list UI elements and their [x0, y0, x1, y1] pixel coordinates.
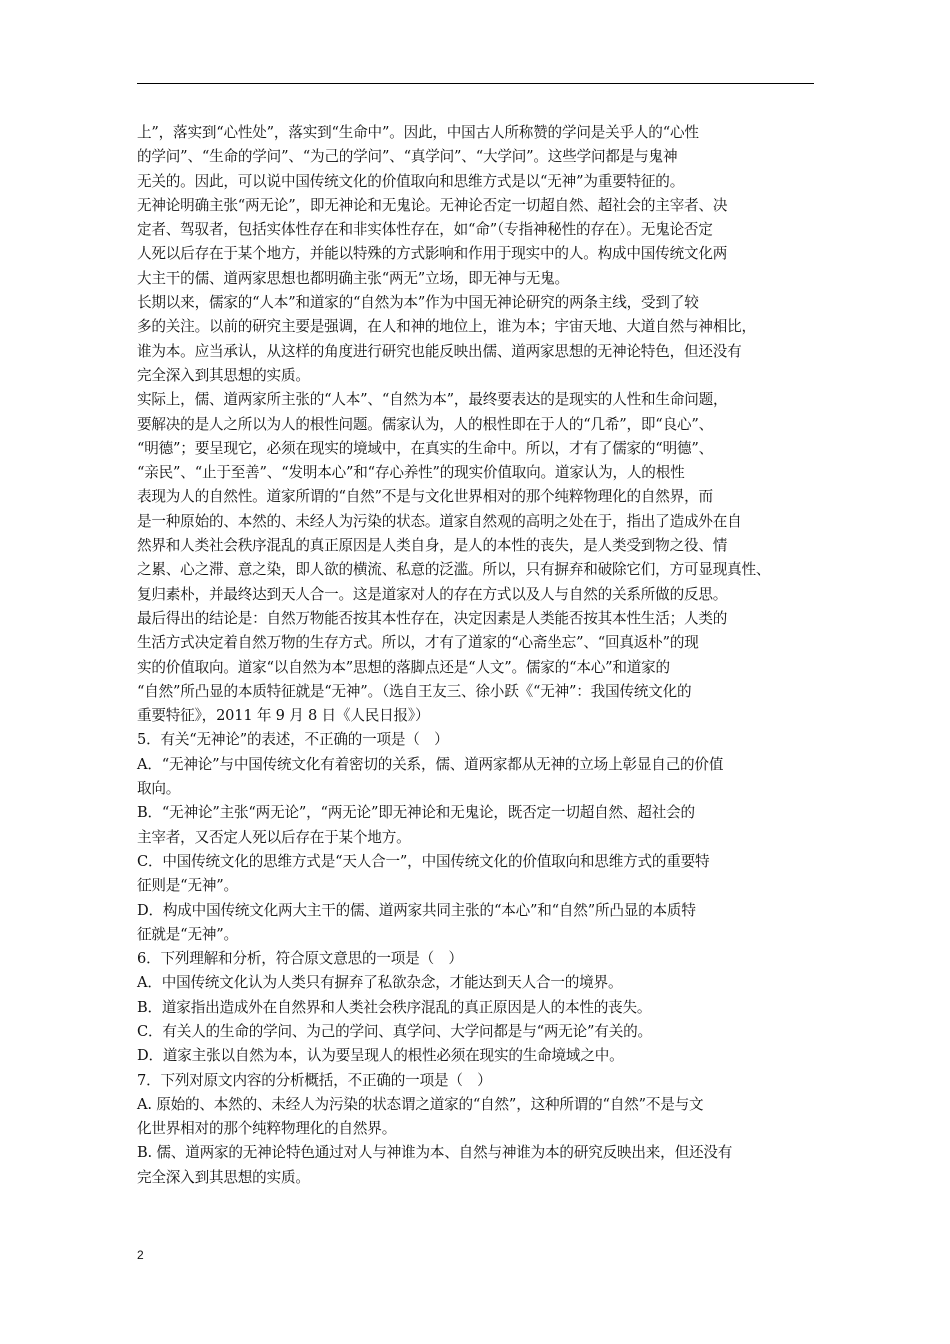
- question-5-option-c: 征则是“无神”。: [137, 877, 238, 895]
- text-line: 定者、驾驭者，包括实体性存在和非实体性存在，如“命”（专指神秘性的存在）。无鬼论否定: [137, 221, 713, 239]
- question-7-option-a: 化世界相对的那个纯粹物理化的自然界。: [137, 1120, 397, 1138]
- text-line: 是一种原始的、本然的、未经人为污染的状态。道家自然观的高明之处在于，指出了造成外在自: [137, 512, 742, 530]
- text-line: 的学问”、“生命的学问”、“为己的学问”、“真学问”、“大学问”。这些学问都是与鬼神: [137, 148, 678, 166]
- question-5-option-a: 取向。: [137, 780, 181, 798]
- text-line: 然界和人类社会秩序混乱的真正原因是人类自身，是人的本性的丧失，是人类受到物之役、情: [137, 537, 728, 555]
- question-6-option-d: D．道家主张以自然为本，认为要呈现人的根性必须在现实的生命境域之中。: [137, 1047, 624, 1065]
- question-6-stem: 6．下列理解和分析，符合原文意思的一项是（ ）: [137, 950, 463, 968]
- question-5-option-c: C．中国传统文化的思维方式是“天人合一”，中国传统文化的价值取向和思维方式的重要特: [137, 852, 710, 870]
- question-5-option-b: 主宰者，又否定人死以后存在于某个地方。: [137, 828, 411, 846]
- text-line: 重要特征》，2011 年 9 月 8 日《人民日报》）: [137, 707, 430, 725]
- question-6-option-b: B．道家指出造成外在自然界和人类社会秩序混乱的真正原因是人的本性的丧失。: [137, 998, 652, 1016]
- text-line: 大主干的儒、道两家思想也都明确主张“两无”立场，即无神与无鬼。: [137, 269, 569, 287]
- page-number: 2: [137, 1248, 144, 1262]
- text-line: 谁为本。应当承认，从这样的角度进行研究也能反映出儒、道两家思想的无神论特色，但还没有: [137, 342, 742, 360]
- question-5-option-d: D．构成中国传统文化两大主干的儒、道两家共同主张的“本心”和“自然”所凸显的本质特: [137, 901, 696, 919]
- text-line: 无关的。因此，可以说中国传统文化的价值取向和思维方式是以“无神”为重要特征的。: [137, 172, 685, 190]
- question-7-option-a: A. 原始的、本然的、未经人为污染的状态谓之道家的“自然”，这种所谓的“自然”不是与文: [137, 1095, 704, 1113]
- text-line: “亲民”、“止于至善”、“发明本心”和“存心养性”的现实价值取向。道家认为，人的根性: [137, 464, 685, 482]
- text-line: 复归素朴，并最终达到天人合一。这是道家对人的存在方式以及人与自然的关系所做的反思。: [137, 585, 728, 603]
- question-5-option-d: 征就是“无神”。: [137, 925, 238, 943]
- text-line: 上”，落实到“心性处”，落实到“生命中”。因此，中国古人所称赞的学问是关乎人的“心性: [137, 124, 699, 141]
- question-5-option-a: A．“无神论”与中国传统文化有着密切的关系，儒、道两家都从无神的立场上彰显自己的价值: [137, 755, 724, 773]
- question-6-option-c: C．有关人的生命的学问、为己的学问、真学问、大学问都是与“两无论”有关的。: [137, 1022, 652, 1040]
- text-line: 多的关注。以前的研究主要是强调，在人和神的地位上，谁为本；宇宙天地、大道自然与神相比，: [137, 318, 756, 336]
- text-line: 表现为人的自然性。道家所谓的“自然”不是与文化世界相对的那个纯粹物理化的自然界，而: [137, 488, 713, 506]
- question-7-option-b: 完全深入到其思想的实质。: [137, 1168, 310, 1186]
- text-line: 长期以来，儒家的“人本”和道家的“自然为本”作为中国无神论研究的两条主线，受到了较: [137, 294, 699, 312]
- text-line: “明德”；要呈现它，必须在现实的境域中，在真实的生命中。所以，才有了儒家的“明德”、: [137, 439, 714, 457]
- question-6-option-a: A．中国传统文化认为人类只有摒弃了私欲杂念，才能达到天人合一的境界。: [137, 974, 623, 992]
- text-line: 实的价值取向。道家“以自然为本”思想的落脚点还是“人文”。儒家的“本心”和道家的: [137, 658, 670, 676]
- text-line: 最后得出的结论是：自然万物能否按其本性存在，决定因素是人类能否按其本性生活；人类的: [137, 609, 728, 627]
- question-7-stem: 7．下列对原文内容的分析概括，不正确的一项是（ ）: [137, 1071, 492, 1089]
- question-5-option-b: B．“无神论”主张“两无论”，“两无论”即无神论和无鬼论，既否定一切超自然、超社会的: [137, 804, 695, 822]
- text-line: 无神论明确主张“两无论”，即无神论和无鬼论。无神论否定一切超自然、超社会的主宰者、决: [137, 196, 728, 214]
- text-line: 要解决的是人之所以为人的根性问题。儒家认为，人的根性即在于人的“几希”，即“良心”、: [137, 415, 714, 433]
- text-line: 之累、心之滞、意之染，即人欲的横流、私意的泛滥。所以，只有摒弃和破除它们，方可显现真性、: [137, 561, 771, 579]
- question-7-option-b: B. 儒、道两家的无神论特色通过对人与神谁为本、自然与神谁为本的研究反映出来，但还没有: [137, 1144, 733, 1162]
- text-line: 生活方式决定着自然万物的生存方式。所以，才有了道家的“心斋坐忘”、“回真返朴”的现: [137, 634, 699, 652]
- header-rule: [137, 83, 814, 84]
- question-5-stem: 5．有关“无神论”的表述，不正确的一项是（ ）: [137, 731, 449, 749]
- text-line: “自然”所凸显的本质特征就是“无神”。（选自王友三、徐小跃《“无神”：我国传统文化的: [137, 682, 692, 700]
- document-body: [137, 121, 819, 1190]
- text-line: 人死以后存在于某个地方，并能以特殊的方式影响和作用于现实中的人。构成中国传统文化两: [137, 245, 728, 263]
- text-line: 实际上，儒、道两家所主张的“人本”、“自然为本”，最终要表达的是现实的人性和生命问题，: [137, 391, 728, 409]
- text-line: 完全深入到其思想的实质。: [137, 366, 310, 384]
